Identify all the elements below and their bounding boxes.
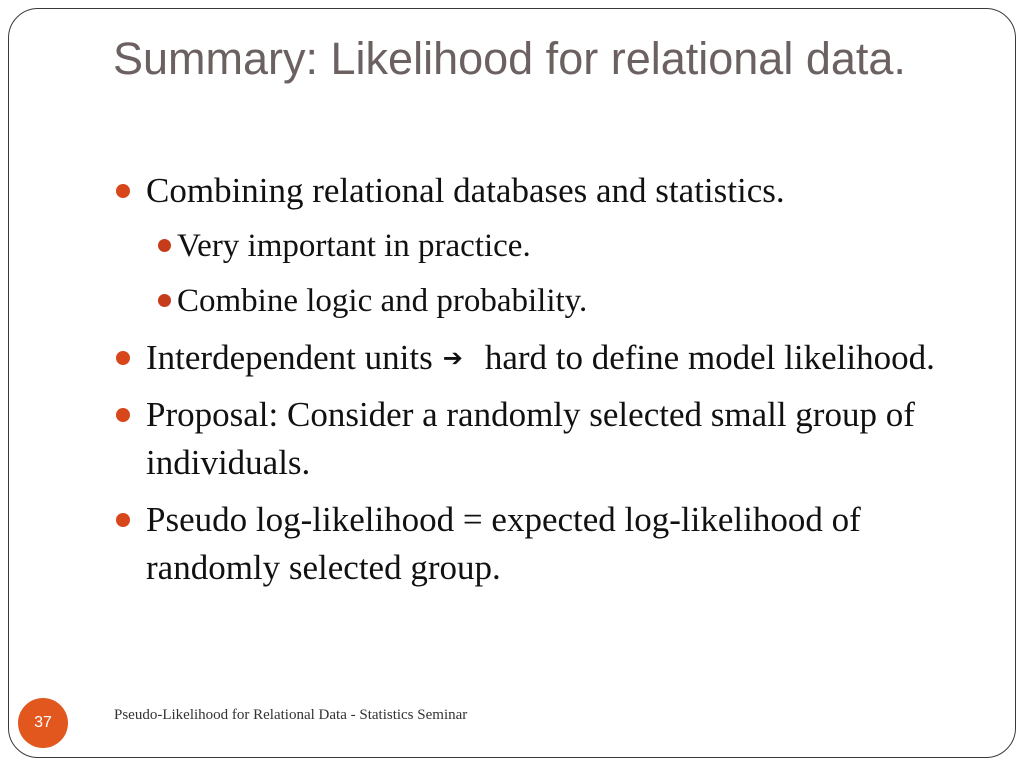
slide-content (113, 167, 973, 601)
bullet-dot-icon (116, 184, 130, 198)
bullet-text: hard to define model likelihood. (484, 338, 935, 377)
bullet-item (113, 334, 973, 382)
bullet-item (113, 496, 973, 592)
bullet-text: Proposal: Consider a randomly selected small group of individuals. (146, 395, 915, 482)
bullet-list (113, 167, 973, 592)
bullet-dot-icon (158, 239, 171, 252)
sub-bullet-item (146, 277, 973, 325)
slide-footer: Pseudo-Likelihood for Relational Data - Statistics Seminar (114, 707, 468, 723)
sub-bullet-list (146, 222, 973, 325)
bullet-item (113, 167, 973, 325)
slide (8, 8, 1016, 758)
page-number-badge: 37 (18, 698, 68, 748)
bullet-dot-icon (116, 513, 130, 527)
bullet-text: Pseudo log-likelihood = expected log-likelihood of randomly selected group. (146, 500, 861, 587)
slide-title: Summary: Likelihood for relational data. (113, 33, 906, 84)
sub-bullet-text: Very important in practice. (177, 228, 531, 264)
bullet-dot-icon (116, 408, 130, 422)
bullet-dot-icon (116, 351, 130, 365)
bullet-text: Combining relational databases and statistics. (146, 171, 785, 210)
sub-bullet-text: Combine logic and probability. (177, 283, 588, 319)
bullet-dot-icon (158, 294, 171, 307)
sub-bullet-item (146, 222, 973, 270)
bullet-text: Interdependent units (146, 338, 433, 377)
bullet-item (113, 391, 973, 487)
right-arrow-icon: ➔ (442, 344, 463, 372)
